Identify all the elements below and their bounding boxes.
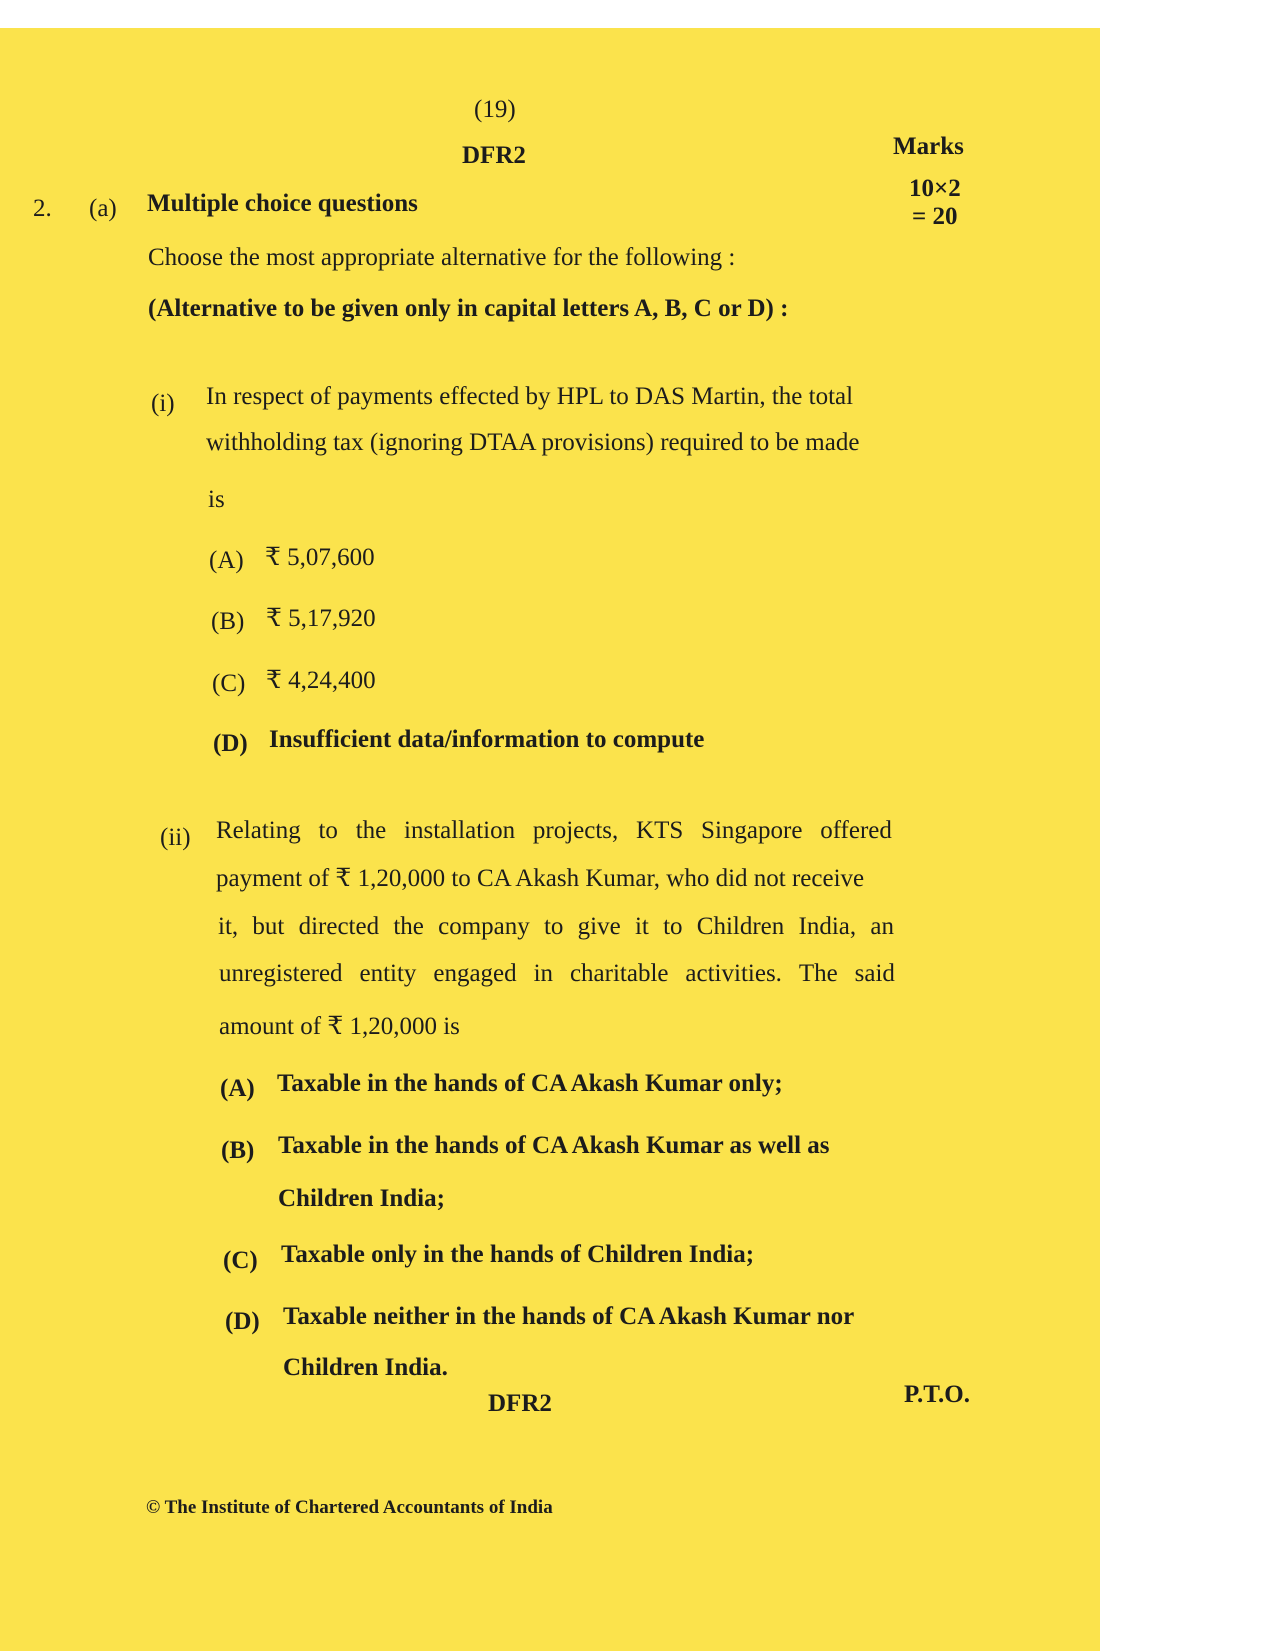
word: the	[355, 817, 387, 844]
option-text: Insufficient data/information to compute	[269, 726, 705, 753]
option-label: (A)	[209, 547, 244, 574]
word: Singapore	[701, 817, 803, 844]
word: it	[634, 913, 649, 940]
footer-paper-code: DFR2	[488, 1390, 552, 1417]
word: Children	[696, 913, 785, 940]
option-label: (B)	[211, 608, 245, 635]
word: engaged	[433, 960, 517, 987]
option-text: Taxable only in the hands of Children India;	[281, 1241, 755, 1268]
paper-code: DFR2	[462, 142, 526, 169]
option-text: ₹ 5,07,600	[265, 544, 375, 571]
copyright-notice: © The Institute of Chartered Accountants of India	[146, 1497, 553, 1518]
subquestion-number: (ii)	[160, 824, 191, 851]
word: directed	[298, 913, 380, 940]
word: company	[438, 913, 530, 940]
word: it,	[218, 913, 239, 940]
pto-label: P.T.O.	[904, 1381, 970, 1408]
question-title: Multiple choice questions	[147, 190, 418, 217]
word: projects,	[532, 817, 619, 844]
word: unregistered	[219, 960, 343, 987]
word: but	[252, 913, 285, 940]
word: entity	[359, 960, 417, 987]
question-number: 2.	[33, 195, 52, 222]
option-label: (D)	[213, 730, 248, 757]
subquestion-number: (i)	[151, 390, 175, 417]
option-text-continued: Children India;	[278, 1185, 445, 1212]
word: in	[533, 960, 554, 987]
word: to	[543, 913, 564, 940]
word: charitable	[569, 960, 669, 987]
subquestion-text-line	[218, 914, 894, 939]
word: give	[577, 913, 621, 940]
subquestion-text-line: In respect of payments effected by HPL to DAS Martin, the total	[206, 383, 854, 410]
word: KTS	[636, 817, 684, 844]
subquestion-text-line: payment of ₹ 1,20,000 to CA Akash Kumar, who did not receive	[216, 865, 865, 892]
question-part: (a)	[89, 195, 117, 222]
word: said	[854, 960, 895, 987]
word: India,	[798, 913, 857, 940]
word: offered	[820, 817, 892, 844]
option-label: (B)	[221, 1137, 255, 1164]
word: The	[798, 960, 838, 987]
subquestion-text-line	[216, 818, 892, 843]
page-number: (19)	[474, 96, 516, 123]
option-text: Taxable in the hands of CA Akash Kumar as well as	[278, 1132, 830, 1159]
option-text: ₹ 4,24,400	[266, 667, 376, 694]
option-text-continued: Children India.	[283, 1354, 448, 1381]
word: installation	[404, 817, 516, 844]
option-text: ₹ 5,17,920	[266, 605, 376, 632]
question-instruction: Choose the most appropriate alternative for the following :	[148, 244, 736, 271]
marks-total: = 20	[912, 203, 958, 230]
subquestion-text-line: amount of ₹ 1,20,000 is	[219, 1013, 460, 1040]
option-label: (A)	[220, 1075, 255, 1102]
subquestion-text-line: is	[208, 486, 225, 513]
word: to	[318, 817, 338, 844]
option-text: Taxable in the hands of CA Akash Kumar only;	[277, 1070, 783, 1097]
option-text: Taxable neither in the hands of CA Akash Kumar nor	[283, 1303, 855, 1330]
subquestion-text-line: withholding tax (ignoring DTAA provisions) required to be made	[206, 429, 860, 456]
word: to	[663, 913, 683, 940]
marks-heading: Marks	[893, 133, 964, 160]
subquestion-text-line	[219, 961, 895, 986]
word: an	[870, 913, 894, 940]
option-label: (C)	[212, 670, 246, 697]
option-label: (C)	[223, 1247, 258, 1274]
option-label: (D)	[225, 1308, 260, 1335]
marks-value: 10×2	[909, 175, 961, 202]
word: the	[393, 913, 424, 940]
question-note: (Alternative to be given only in capital letters A, B, C or D) :	[148, 295, 789, 322]
word: Relating	[216, 817, 301, 844]
word: activities.	[685, 960, 782, 987]
